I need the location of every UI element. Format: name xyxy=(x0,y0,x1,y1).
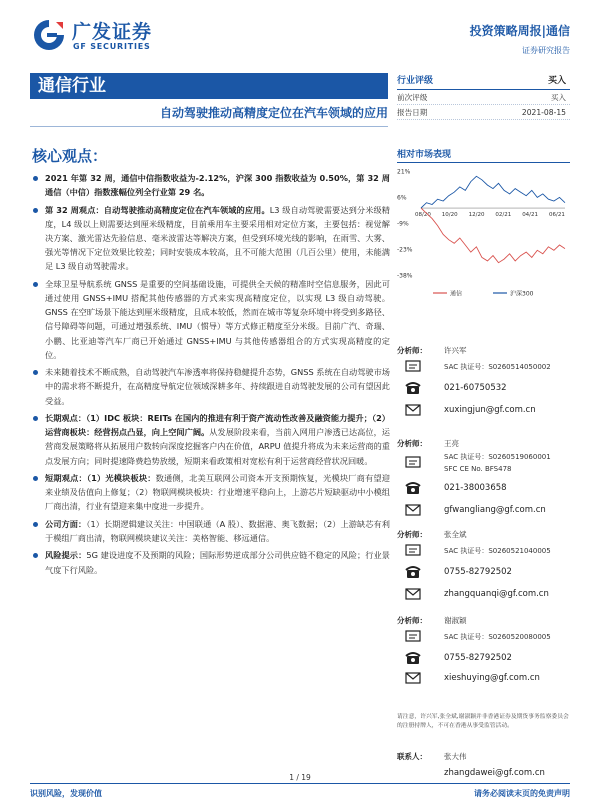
sidebar xyxy=(397,73,570,303)
report-date-value: 2021-08-15 xyxy=(521,108,566,117)
analyst-name: 张全斌 xyxy=(444,530,467,539)
bullet-text: （1）长期逻辑建议关注：中国联通（A 股）、数据港、奥飞数据；（2）上游缺芯有利于模组厂商出清，物联网模块建议关注：美格智能、移远通信。 xyxy=(45,518,390,543)
bullet-text: 数通侧，北美互联网公司资本开支预期恢复，光模块厂商有望迎来业绩及估值向上修复；（2）物联网模块板块：行业增速平稳向上，上游芯片短缺驱动中小模组厂商出清，行业有望迎来集中度进一步提升。 xyxy=(45,473,390,512)
analyst-phone: 021-60750532 xyxy=(444,383,507,393)
previous-rating-row xyxy=(397,90,570,105)
analyst-label: 分析师： xyxy=(397,616,427,625)
footer-disclaimer-link[interactable]: 请务必阅读末页的免责声明 xyxy=(474,789,570,798)
brand-name-cn: 广发证券 xyxy=(72,21,153,43)
analyst-card xyxy=(397,615,570,697)
y-tick-label: -38% xyxy=(397,272,413,280)
analyst-name: 王亮 xyxy=(444,439,459,448)
email-icon xyxy=(405,587,421,601)
gf-logo-mark-icon xyxy=(32,18,66,52)
phone-icon xyxy=(405,381,421,395)
bullet-text: L3 级自动驾驶需要达到分米级精度，L4 级以上则需要达到厘米级精度，目前乘用车主要采用相对定位方案，主要包括：视觉解决方案、激光雷达先验信息、毫米波雷达等解决方案，但受到环境光线的影响，在雨雪、大雾、强光等情况下定位效果比较差；同时安装成本较高，且不可能大范围（几百公里）使用，未能满足 L3 级自动驾驶需求。 xyxy=(45,204,390,272)
email-icon xyxy=(405,503,421,517)
list-item xyxy=(30,203,390,274)
bullet-bold: 第 32 周观点：自动驾驶推动高精度定位在汽车领域的应用。 xyxy=(45,204,270,215)
analyst-cert: SAC 执证号：S0260521040005 xyxy=(444,547,551,555)
footer-slogan: 识别风险，发现价值 xyxy=(30,789,102,798)
rating-header xyxy=(397,73,570,90)
list-item xyxy=(30,411,390,468)
bullet-bold: 风险提示： xyxy=(45,550,87,561)
analyst-email[interactable]: gfwangliang@gf.com.cn xyxy=(444,505,546,515)
email-icon xyxy=(405,671,421,685)
title-divider xyxy=(30,126,388,127)
rating-value: 买入 xyxy=(547,76,566,86)
disclaimer-note: 请注意，许兴军,张全斌,谢淑颖并非香港证券及期货事务监察委员会的注册持牌人，不可在香港从事受监管活动。 xyxy=(397,714,569,729)
phone-icon xyxy=(405,651,421,665)
report-title: 自动驾驶推动高精度定位在汽车领域的应用 xyxy=(159,106,388,120)
brand-name-en: GF SECURITIES xyxy=(73,42,151,51)
phone-icon xyxy=(405,481,421,495)
rating-label: 行业评级 xyxy=(397,76,434,86)
email-icon xyxy=(405,403,421,417)
bullet-bold: 公司方面： xyxy=(45,518,87,529)
contact-name: 张大伟 xyxy=(444,752,467,761)
bullet-text: 全球卫星导航系统 GNSS 是重要的空间基础设施，可提供全天候的精准时空信息服务，因此可通过使用 GNSS+IMU 搭配其他传感器的方式来实现高精度定位，以实现 L3 级自动驾驶。GNSS 在空旷场景下能达到厘米级精度，且成本较低，然而在城市等复杂环境中将受到多路径、信号障碍等问题，可通过增强系统、IMU（惯导）等方式修正精度至分米级。目前广汽、奇瑞、小鹏、比亚迪等汽车厂商已开始通过 GNSS+IMU 与其他传感器组合的方式实现高精度的定位。 xyxy=(45,278,390,360)
id-card-icon xyxy=(405,359,421,373)
y-tick-label: 21% xyxy=(397,168,411,176)
report-type: 投资策略周报|通信 xyxy=(469,24,570,38)
contact-label: 联系人： xyxy=(397,752,427,761)
analyst-email[interactable]: zhangquanqi@gf.com.cn xyxy=(444,589,549,599)
list-item xyxy=(30,277,390,362)
x-tick-label: 08/20 xyxy=(415,212,431,219)
phone-icon xyxy=(405,565,421,579)
list-item xyxy=(30,171,390,199)
performance-chart-svg xyxy=(397,163,570,303)
market-performance-heading: 相对市场表现 xyxy=(397,147,570,163)
report-date-label: 报告日期 xyxy=(397,108,428,117)
x-tick-label: 12/20 xyxy=(468,212,485,219)
analyst-card xyxy=(397,345,570,438)
bullet-bold: 长期观点：（1）IDC 板块：REITs 在国内的推进有利于资产流动性改善及融资能力提升；（2）运营商板块：经营拐点凸显，向上空间广阔。 xyxy=(45,413,390,438)
bullet-text: 5G 建设进度不及预期的风险；国际形势逆成部分公司供应链不稳定的风险；行业景气度下行风险。 xyxy=(45,550,390,575)
analyst-phone: 021-38003658 xyxy=(444,483,507,493)
list-item xyxy=(30,548,390,576)
bullet-text: 未来随着技术不断成熟，自动驾驶汽车渗透率将保持稳健提升态势，GNSS 系统在自动驾驶市场中的需求将不断提升，在高精度导航定位领域深耕多年、持续跟进自动驾驶发展的公司有望因此受益。 xyxy=(45,367,390,406)
x-tick-label: 02/21 xyxy=(495,212,512,219)
bullet-bold: 短期观点：（1）光模块板块： xyxy=(45,473,156,483)
report-subtype: 证券研究报告 xyxy=(522,46,570,55)
legend-label: 沪深300 xyxy=(510,290,534,298)
list-item xyxy=(30,471,390,514)
x-tick-label: 04/21 xyxy=(522,212,539,219)
core-views-list xyxy=(30,171,390,580)
series-line-沪深300 xyxy=(421,176,565,208)
analyst-name: 谢淑颖 xyxy=(444,616,467,625)
relative-performance-chart xyxy=(397,163,570,303)
analyst-card xyxy=(397,529,570,615)
legend-label: 通信 xyxy=(450,290,463,298)
gf-logo xyxy=(32,16,162,56)
y-tick-label: -23% xyxy=(397,246,413,254)
contact-email[interactable]: zhangdawei@gf.com.cn xyxy=(444,768,545,778)
bullet-bold: 2021 年第 32 周，通信中信指数收益为-2.12%，沪深 300 指数收益为 0.50%，第 32 周通信（中信）指数涨幅位列全行业第 29 名。 xyxy=(45,173,390,198)
x-tick-label: 10/20 xyxy=(441,212,458,219)
core-views-heading: 核心观点： xyxy=(32,147,108,165)
y-tick-label: 6% xyxy=(397,194,407,202)
analyst-email[interactable]: xieshuying@gf.com.cn xyxy=(444,673,540,683)
x-tick-label: 06/21 xyxy=(549,212,565,219)
analyst-label: 分析师： xyxy=(397,530,427,539)
analyst-phone: 0755-82792502 xyxy=(444,567,512,577)
analyst-name: 许兴军 xyxy=(444,346,467,355)
footer-divider xyxy=(30,783,570,784)
list-item xyxy=(30,365,390,408)
previous-rating-label: 前次评级 xyxy=(397,93,428,102)
analyst-cert: SAC 执证号：S0260514050002 xyxy=(444,363,551,371)
analyst-phone: 0755-82792502 xyxy=(444,653,512,663)
analyst-sfc-cert: SFC CE No. BFS478 xyxy=(444,465,512,473)
analyst-email[interactable]: xuxingjun@gf.com.cn xyxy=(444,405,536,415)
analyst-label: 分析师： xyxy=(397,346,427,355)
analyst-list xyxy=(397,345,570,697)
y-tick-label: -9% xyxy=(397,220,409,228)
list-item xyxy=(30,517,390,545)
page-number: 1 / 19 xyxy=(289,773,311,782)
analyst-label: 分析师： xyxy=(397,439,427,448)
analyst-cert: SAC 执证号：S0260520080005 xyxy=(444,633,551,641)
id-card-icon xyxy=(405,629,421,643)
id-card-icon xyxy=(405,543,421,557)
analyst-cert: SAC 执证号：S0260519060001 xyxy=(444,453,551,461)
bullet-text: 从发展阶段来看，当前入网用户渗透已达高位，运营商发展策略将从拓展用户数转向深度挖掘客户内在价值，ARPU 值提升将成为未来运营商的重点发展方向；同时提速降费趋势放缓，短期来看政策相对宽松有利于运营商经营状况回暖。 xyxy=(45,427,390,466)
report-date-row xyxy=(397,105,570,120)
previous-rating-value: 买入 xyxy=(550,93,566,102)
id-card-icon xyxy=(405,455,421,469)
industry-banner: 通信行业 xyxy=(30,73,388,99)
analyst-card xyxy=(397,438,570,529)
